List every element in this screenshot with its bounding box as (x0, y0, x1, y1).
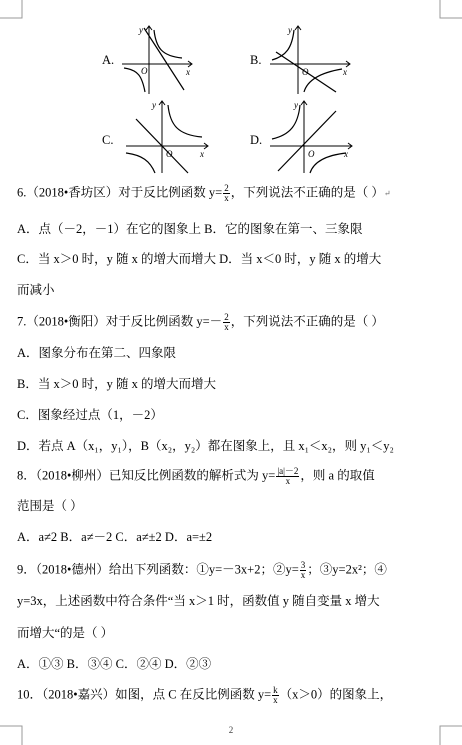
graph-a-y-label: y (139, 25, 143, 35)
graph-a (118, 22, 196, 96)
q8-frac-den: x (285, 476, 291, 486)
graph-d-x-label: x (344, 149, 348, 159)
crop-mark-top-left (0, 0, 30, 24)
graph-b-y-label: y (288, 25, 292, 35)
q7-stem (17, 313, 456, 332)
q6-stem-text-2: ，下列说法不正确的是（ ） (230, 185, 384, 200)
q10-fraction (272, 686, 279, 705)
page-number: 2 (228, 725, 234, 735)
graph-c-label: C. (102, 133, 114, 147)
q6-options-ab: A．点（－2，－1）在它的图象上 B．它的图象在第一、三象限 (17, 222, 363, 236)
q8-stem-cont: 范围是（ ） (17, 499, 83, 513)
q7-stem-text-2: ，下列说法不正确的是（ ） (230, 314, 384, 329)
q9-frac-num: 3 (300, 560, 306, 570)
graph-d-origin-label: O (308, 149, 315, 159)
q9-fraction (300, 561, 307, 580)
graph-b-label: B. (250, 53, 262, 67)
q6-stem (17, 184, 456, 203)
q8-fraction (276, 467, 299, 486)
q9-stem (17, 561, 456, 580)
q9-frac-den: x (300, 570, 306, 580)
crop-mark-top-right (432, 0, 462, 24)
graph-d (266, 97, 356, 175)
q10-stem (17, 686, 456, 705)
paragraph-mark-icon: ↵ (383, 189, 391, 198)
q10-frac-num: k (273, 685, 278, 695)
q10-stem-text-2: （x＞0）的图象上， (279, 687, 393, 702)
graph-b (266, 22, 354, 96)
q7-fraction (223, 313, 230, 332)
graph-c-y-label: y (152, 100, 156, 110)
q7-option-b: B．当 x＞0 时，y 随 x 的增大而增大 (17, 377, 216, 391)
q6-fraction (223, 184, 230, 203)
q7-frac-den: x (224, 322, 229, 332)
q8-stem-text: 8．（2018•柳州）已知反比例函数的解析式为 y= (17, 468, 276, 483)
graph-c-x-label: x (200, 149, 204, 159)
q8-options: A．a≠2 B．a≠－2 C．a≠±2 D．a=±2 (17, 530, 213, 544)
q7-frac-num: 2 (224, 312, 229, 322)
graph-b-origin-label: O (302, 67, 309, 77)
q9-stem-cont: y=3x，上述函数中符合条件“当 x＞1 时，函数值 y 随自变量 x 增大 (17, 594, 380, 608)
q10-stem-text: 10．（2018•嘉兴）如图，点 C 在反比例函数 y= (17, 687, 272, 702)
q9-options: A．①③ B．③④ C．②④ D．②③ (17, 657, 212, 671)
graph-a-label: A. (102, 53, 115, 67)
q7-stem-text: 7.（2018•衡阳）对于反比例函数 y=－ (17, 314, 223, 329)
q6-frac-den: x (224, 193, 229, 203)
graph-d-label: D. (250, 133, 263, 147)
q6-options-d-cont: 而减小 (17, 283, 55, 297)
q7-option-c: C．图象经过点（1，－2） (17, 408, 163, 422)
q6-options-cd: C．当 x＞0 时，y 随 x 的增大而增大 D．当 x＜0 时，y 随 x 的增大 (17, 252, 382, 266)
q8-frac-num: |a|－2 (277, 466, 299, 476)
q7-option-d: D．若点 A（x₁，y₁），B（x₂，y₂）都在图象上，且 x₁＜x₂，则 y₁＜y₂ (17, 439, 394, 453)
graph-d-y-label: y (294, 100, 298, 110)
graph-c (122, 97, 212, 175)
q6-frac-num: 2 (224, 183, 229, 193)
graph-c-origin-label: O (166, 149, 173, 159)
q9-stem-text: 9．（2018•德州）给出下列函数：①y=－3x+2；②y= (17, 562, 299, 577)
q6-stem-text: 6.（2018•香坊区）对于反比例函数 y= (17, 185, 223, 200)
graph-a-origin-label: O (141, 66, 148, 76)
q7-option-a: A．图象分布在第二、四象限 (17, 346, 177, 360)
q10-frac-den: x (273, 695, 278, 705)
q9-stem-text-2: ；③y=2x²；④ (307, 562, 387, 577)
graph-b-x-label: x (343, 67, 347, 77)
q8-stem (17, 467, 456, 486)
graph-a-x-label: x (186, 67, 190, 77)
q8-stem-text-2: ，则 a 的取值 (300, 468, 375, 483)
q9-stem-cont-2: 而增大“的是（ ） (17, 626, 114, 640)
